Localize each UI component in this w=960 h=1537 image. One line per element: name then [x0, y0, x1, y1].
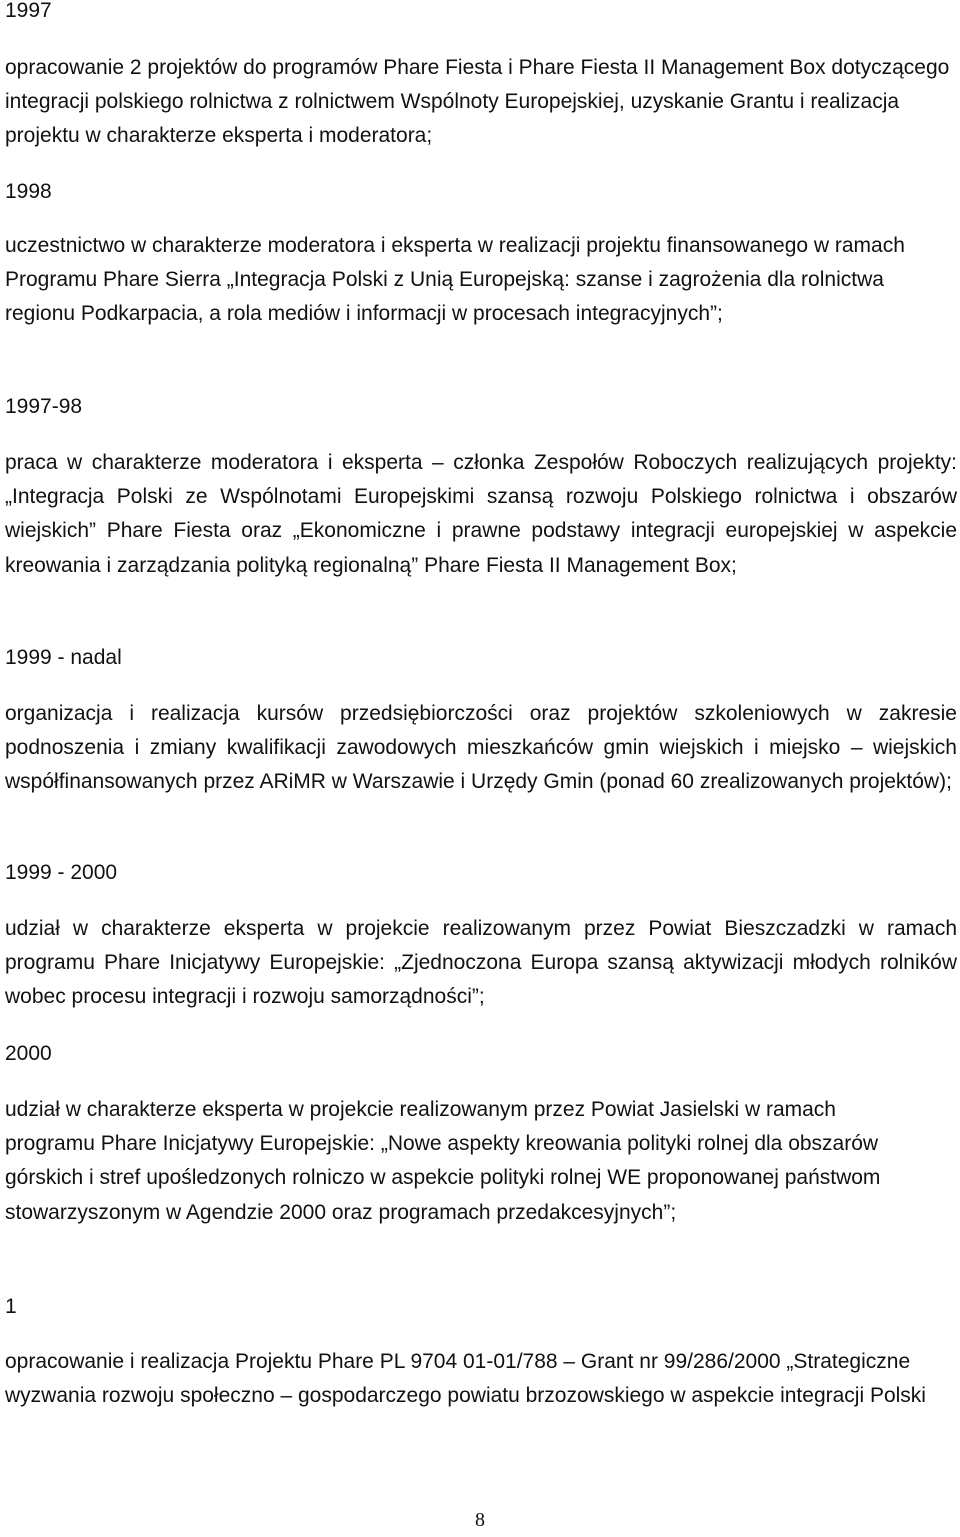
page-number: 8 [475, 1509, 485, 1531]
entry-text: organizacja i realizacja kursów przedsiębiorczości oraz projektów szkoleniowych w zakresie podnoszenia i zmiany kwalifikacji zawodowych mieszkańców gmin wiejskich i miejsko – wiejskich współfinansowanych przez ARiMR w Warszawie i Urzędy Gmin (ponad 60 zrealizowanych projektów); [5, 702, 957, 794]
entry [5, 641, 957, 675]
entry-description [5, 697, 957, 800]
entry-description [5, 1093, 917, 1230]
entry [5, 856, 957, 890]
entry-description [5, 1345, 950, 1413]
entry-year: 1 [5, 1295, 17, 1318]
entry-text: opracowanie i realizacja Projektu Phare PL 9704 01-01/788 – Grant nr 99/286/2000 „Strategiczne wyzwania rozwoju społeczno – gospodarczego powiatu brzozowskiego w aspekcie integracji Polski [5, 1350, 926, 1408]
entry-text: uczestnictwo w charakterze moderatora i eksperta w realizacji projektu finansowanego w ramach Programu Phare Sierra „Integracja Polski z Unią Europejską: szanse i zagrożenia dla rolnictwa regionu Podkarpacia, a rola mediów i informacji w procesach integracyjnych”; [5, 234, 905, 326]
entry-text: praca w charakterze moderatora i eksperta – członka Zespołów Roboczych realizujących projekty: „Integracja Polski ze Wspólnotami Europejskimi szansą rozwoju Polskiego rolnictwa i obszarów wiejskich” Phare Fiesta oraz „Ekonomiczne i prawne podstawy integracji europejskiej w aspekcie kreowania i zarządzania polityką regionalną” Phare Fiesta II Management Box; [5, 451, 957, 577]
entry-text: udział w charakterze eksperta w projekcie realizowanym przez Powiat Jasielski w ramach programu Phare Inicjatywy Europejskie: „Nowe aspekty kreowania polityki rolnej dla obszarów górskich i stref upośledzonych rolniczo w aspekcie polityki rolnej WE proponowanej państwom stowarzyszonym w Agendzie 2000 oraz programach przedakcesyjnych”; [5, 1098, 881, 1224]
entry-year: 2000 [5, 1042, 52, 1065]
entry-year: 1998 [5, 180, 52, 203]
entry-year: 1999 - nadal [5, 646, 122, 669]
entry-year: 1997 [5, 0, 52, 22]
entry [5, 175, 957, 209]
entry-text: opracowanie 2 projektów do programów Phare Fiesta i Phare Fiesta II Management Box dotyczącego integracji polskiego rolnictwa z rolnictwem Wspólnoty Europejskiej, uzyskanie Grantu i realizacja projektu w charakterze eksperta i moderatora; [5, 56, 950, 148]
entry-description [5, 446, 957, 583]
entry [5, 1290, 957, 1324]
entry-description [5, 229, 950, 332]
entry-year: 1997-98 [5, 395, 83, 418]
entry [5, 1037, 957, 1071]
entry [5, 0, 957, 28]
entry-year: 1999 - 2000 [5, 861, 118, 884]
entry-description [5, 51, 950, 154]
entry [5, 390, 957, 424]
entry-text: udział w charakterze eksperta w projekcie realizowanym przez Powiat Bieszczadzki w ramach programu Phare Inicjatywy Europejskie: „Zjednoczona Europa szansą aktywizacji młodych rolników wobec procesu integracji i rozwoju samorządności”; [5, 917, 957, 1009]
entry-description [5, 912, 957, 1015]
